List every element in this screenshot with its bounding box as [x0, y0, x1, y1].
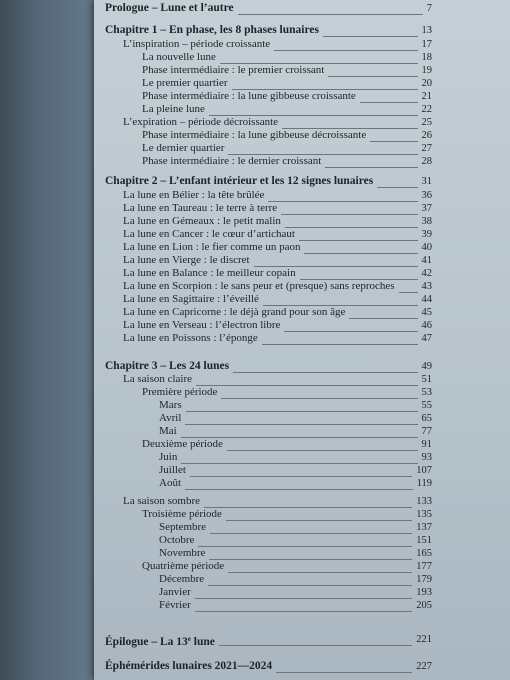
toc-entry-page-number: 20: [421, 78, 432, 89]
toc-leader-line: [226, 520, 412, 522]
toc-entry-page-number: 21: [421, 91, 432, 102]
toc-entry-title: Épilogue – La 13e lune: [105, 635, 215, 648]
toc-entry-title: Phase intermédiaire : le premier croissant: [142, 64, 325, 76]
toc-entry-title: Chapitre 3 – Les 24 lunes: [105, 360, 230, 372]
toc-entry-title: Octobre: [159, 534, 195, 546]
toc-entry-page-number: 43: [421, 281, 432, 292]
toc-entry-page-number: 27: [421, 143, 432, 154]
toc-entry-page-number: 179: [416, 574, 432, 585]
toc-entry-page-number: 45: [421, 307, 432, 318]
toc-entry-title: L’inspiration – période croissante: [123, 38, 271, 50]
toc-entry-page-number: 37: [421, 203, 432, 214]
toc-entry-title: Quatrième période: [142, 560, 225, 572]
toc-entry-title: Éphémérides lunaires 2021—2024: [105, 660, 273, 672]
toc-entry-title: Mai: [159, 425, 177, 437]
toc-leader-line: [370, 141, 417, 143]
toc-entry-page-number: 7: [426, 3, 432, 14]
toc-leader-line: [195, 598, 412, 600]
toc-entry-page-number: 193: [416, 587, 432, 598]
toc-entry-title: Juillet: [159, 464, 186, 476]
toc-leader-line: [181, 463, 417, 465]
toc-entry-title: La lune en Balance : le meilleur copain: [123, 267, 296, 279]
toc-entry-title: La lune en Cancer : le cœur d’artichaut: [123, 228, 295, 240]
toc-entry-title: Novembre: [159, 547, 206, 559]
toc-leader-line: [276, 672, 412, 674]
toc-entry-page-number: 41: [421, 255, 432, 266]
toc-entry-title: Janvier: [159, 586, 191, 598]
toc-entry-title: Août: [159, 477, 181, 489]
toc-entry-page-number: 31: [421, 176, 432, 187]
toc-leader-line: [196, 385, 417, 387]
toc-entry-page-number: 36: [421, 190, 432, 201]
toc-entry-page-number: 22: [421, 104, 432, 115]
toc-entry-title: La lune en Vierge : le discret: [123, 254, 250, 266]
toc-entry-title: La lune en Verseau : l’électron libre: [123, 319, 281, 331]
toc-entry-page-number: 28: [421, 156, 432, 167]
toc-entry-page-number: 65: [421, 413, 432, 424]
toc-entry-page-number: 93: [421, 452, 432, 463]
toc-entry-title: La lune en Taureau : le terre à terre: [123, 202, 278, 214]
table-of-contents: [94, 0, 510, 680]
toc-entry-title: Avril: [159, 412, 182, 424]
toc-entry-page-number: 137: [416, 522, 432, 533]
toc-leader-line: [304, 253, 417, 255]
toc-leader-line: [268, 201, 417, 203]
toc-entry-page-number: 38: [421, 216, 432, 227]
toc-entry-page-number: 135: [416, 509, 432, 520]
toc-leader-line: [186, 411, 418, 413]
toc-entry-title: Le dernier quartier: [142, 142, 225, 154]
toc-entry-title: L’expiration – période décroissante: [123, 116, 279, 128]
toc-entry-title: La lune en Scorpion : le sans peur et (presque) sans reproches: [123, 280, 395, 292]
toc-entry-page-number: 119: [416, 478, 432, 489]
toc-leader-line: [238, 14, 423, 16]
toc-entry-page-number: 91: [421, 439, 432, 450]
toc-entry-title: La saison sombre: [123, 495, 200, 507]
toc-leader-line: [323, 36, 418, 38]
toc-leader-line: [221, 398, 417, 400]
toc-entry-page-number: 13: [421, 25, 432, 36]
toc-entry-page-number: 51: [421, 374, 432, 385]
toc-entry-page-number: 19: [421, 65, 432, 76]
toc-entry-title: La lune en Capricorne : le déjà grand pour son âge: [123, 306, 346, 318]
toc-entry-page-number: 227: [416, 661, 432, 672]
toc-entry-title: Prologue – Lune et l’autre: [105, 2, 234, 14]
toc-leader-line: [190, 476, 412, 478]
toc-entry-page-number: 47: [421, 333, 432, 344]
toc-entry-superscript: e: [187, 635, 191, 643]
toc-entry-title: Troisième période: [142, 508, 222, 520]
toc-leader-line: [185, 489, 413, 491]
toc-entry-title: La lune en Lion : le fier comme un paon: [123, 241, 301, 253]
toc-entry-title: La lune en Poissons : l’éponge: [123, 332, 258, 344]
toc-entry-title: La pleine lune: [142, 103, 205, 115]
toc-entry-page-number: 39: [421, 229, 432, 240]
toc-entry-title: Phase intermédiaire : la lune gibbeuse croissante: [142, 90, 356, 102]
toc-entry-title: Chapitre 2 – L’enfant intérieur et les 12 signes lunaires: [105, 175, 374, 187]
toc-leader-line: [399, 292, 418, 294]
toc-leader-line: [285, 227, 418, 229]
toc-leader-line: [208, 585, 412, 587]
toc-entry-title-tail: lune: [190, 636, 215, 648]
toc-entry-page-number: 53: [421, 387, 432, 398]
toc-entry-page-number: 151: [416, 535, 432, 546]
toc-entry-title: La saison claire: [123, 373, 193, 385]
book-page: [94, 0, 510, 680]
toc-entry-title: Première période: [142, 386, 218, 398]
toc-leader-line: [274, 50, 417, 52]
toc-leader-line: [360, 102, 418, 104]
toc-entry-title: Juin: [159, 451, 178, 463]
toc-entry-page-number: 165: [416, 548, 432, 559]
toc-leader-line: [228, 572, 412, 574]
toc-entry-page-number: 77: [421, 426, 432, 437]
toc-entry-page-number: 44: [421, 294, 432, 305]
toc-entry-page-number: 55: [421, 400, 432, 411]
toc-entry-page-number: 205: [416, 600, 432, 611]
toc-leader-line: [349, 318, 417, 320]
toc-entry-title: Phase intermédiaire : le dernier croissant: [142, 155, 322, 167]
toc-leader-line: [377, 187, 417, 189]
toc-leader-line: [195, 611, 412, 613]
toc-leader-line: [281, 214, 417, 216]
toc-leader-line: [210, 533, 412, 535]
toc-entry-title: Chapitre 1 – En phase, les 8 phases lunaires: [105, 24, 319, 36]
toc-entry-title: Septembre: [159, 521, 207, 533]
toc-leader-line: [198, 546, 412, 548]
toc-entry-title: La lune en Bélier : la tête brûlée: [123, 189, 265, 201]
left-page-edge: [0, 0, 92, 680]
toc-entry-page-number: 133: [416, 496, 432, 507]
toc-entry-page-number: 107: [416, 465, 432, 476]
toc-entry-title: La lune en Sagittaire : l’éveillé: [123, 293, 259, 305]
toc-entry-title: Deuxième période: [142, 438, 223, 450]
toc-leader-line: [185, 424, 417, 426]
toc-leader-line: [325, 167, 417, 169]
toc-entry-page-number: 221: [416, 634, 432, 645]
toc-leader-line: [227, 450, 418, 452]
toc-entry-page-number: 17: [421, 39, 432, 50]
toc-entry-page-number: 18: [421, 52, 432, 63]
toc-leader-line: [233, 372, 417, 374]
toc-entry-page-number: 25: [421, 117, 432, 128]
toc-entry-title: Février: [159, 599, 191, 611]
toc-leader-line: [219, 645, 412, 647]
toc-leader-line: [209, 559, 412, 561]
toc-leader-line: [204, 507, 412, 509]
toc-entry-page-number: 49: [421, 361, 432, 372]
toc-entry-page-number: 26: [421, 130, 432, 141]
toc-entry-title: Décembre: [159, 573, 205, 585]
toc-entry-title: La nouvelle lune: [142, 51, 216, 63]
toc-entry-page-number: 46: [421, 320, 432, 331]
toc-entry-title: Mars: [159, 399, 182, 411]
toc-entry-title: Phase intermédiaire : la lune gibbeuse décroissante: [142, 129, 367, 141]
toc-leader-line: [328, 76, 417, 78]
toc-entry-page-number: 40: [421, 242, 432, 253]
toc-entry-title: La lune en Gémeaux : le petit malin: [123, 215, 281, 227]
toc-leader-line: [262, 344, 418, 346]
toc-leader-line: [284, 331, 417, 333]
toc-leader-line: [299, 240, 418, 242]
toc-entry-title: Le premier quartier: [142, 77, 228, 89]
toc-entry-page-number: 177: [416, 561, 432, 572]
toc-entry-page-number: 42: [421, 268, 432, 279]
